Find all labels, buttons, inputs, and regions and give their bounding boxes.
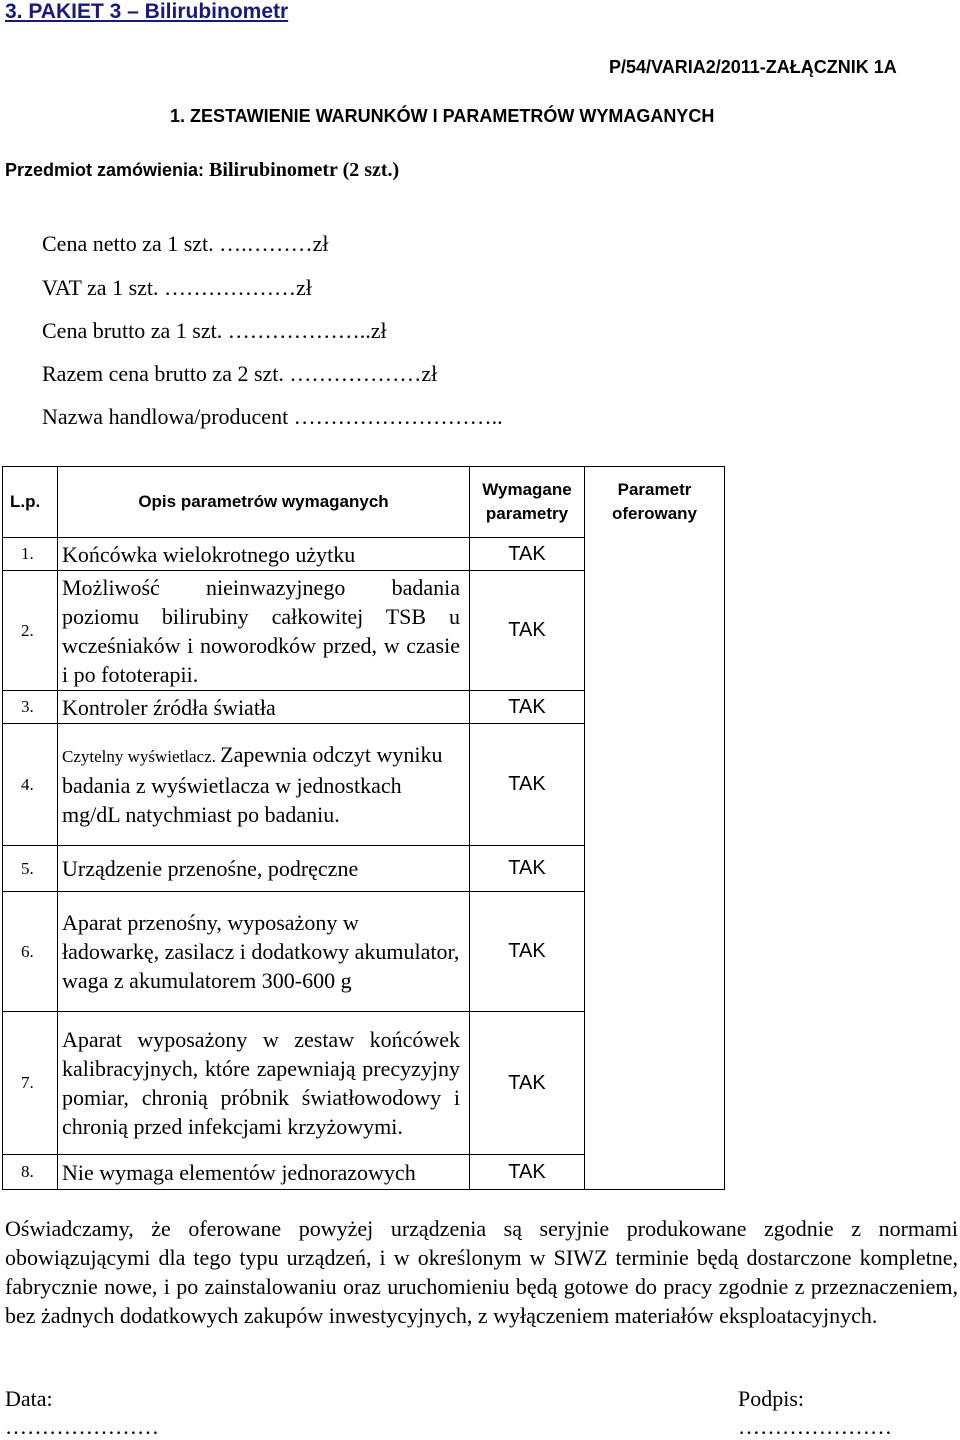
table-row xyxy=(3,892,725,1012)
row-description-main: Zapewnia odczyt wyniku badania z wyświetlacza w jednostkach mg/dL natychmiast po badaniu. xyxy=(62,742,443,827)
row-description: Kontroler źródła światła xyxy=(58,691,470,724)
row-required: TAK xyxy=(470,691,585,724)
row-number: 3. xyxy=(3,691,58,724)
row-offered[interactable] xyxy=(585,1155,725,1190)
row-required: TAK xyxy=(470,892,585,1012)
order-subject-value: Bilirubinometr (2 szt.) xyxy=(209,159,400,181)
signature-label: Podpis: xyxy=(738,1386,805,1411)
row-offered[interactable] xyxy=(585,571,725,691)
header-required: Wymagane parametry xyxy=(470,467,585,538)
row-description: Aparat przenośny, wyposażony w ładowarkę, zasilacz i dodatkowy akumulator, waga z akumulatorem 300-600 g xyxy=(58,892,470,1012)
table-row xyxy=(3,1155,725,1190)
page-heading: 3. PAKIET 3 – Bilirubinometr xyxy=(5,0,289,23)
row-description: Aparat wyposażony w zestaw końcówek kalibracyjnych, które zapewniają precyzyjny pomiar, chronią próbnik światłowodowy i chronią przed infekcjami krzyżowymi. xyxy=(58,1012,470,1155)
row-offered[interactable] xyxy=(585,1012,725,1155)
section-title: 1. ZESTAWIENIE WARUNKÓW I PARAMETRÓW WYMAGANYCH xyxy=(170,106,715,126)
table-row xyxy=(3,724,725,846)
row-number: 2. xyxy=(3,571,58,691)
row-required: TAK xyxy=(470,724,585,846)
vat-line: VAT za 1 szt. ………………zł xyxy=(42,275,312,300)
row-number: 5. xyxy=(3,846,58,892)
row-offered[interactable] xyxy=(585,892,725,1012)
row-description xyxy=(58,724,470,846)
row-required: TAK xyxy=(470,1155,585,1190)
document-reference: P/54/VARIA2/2011-ZAŁĄCZNIK 1A xyxy=(609,57,897,77)
row-required: TAK xyxy=(470,846,585,892)
row-description: Nie wymaga elementów jednorazowych xyxy=(58,1155,470,1190)
table-row xyxy=(3,691,725,724)
row-number: 6. xyxy=(3,892,58,1012)
gross-price-line: Cena brutto za 1 szt. ………………..zł xyxy=(42,318,387,343)
date-label: Data: xyxy=(5,1386,53,1411)
declaration-paragraph: Oświadczamy, że oferowane powyżej urządzenia są seryjnie produkowane zgodnie z normami obowiązującymi dla tego typu urządzeń, i w określonym w SIWZ terminie będą dostarczone kompletne, fabrycznie nowe, i po zainstalowaniu oraz uruchomieniu będą gotowe do pracy zgodnie z przeznaczeniem, bez żadnych dodatkowych zakupów inwestycyjnych, z wyłączeniem materiałów eksploatacyjnych. xyxy=(5,1216,958,1328)
row-description-small: Czytelny wyświetlacz. xyxy=(62,747,221,766)
net-price-line: Cena netto za 1 szt. ….………zł xyxy=(42,231,329,256)
row-description: Końcówka wielokrotnego użytku xyxy=(58,538,470,571)
table-row xyxy=(3,1012,725,1155)
row-required: TAK xyxy=(470,538,585,571)
row-offered[interactable] xyxy=(585,538,725,571)
order-subject-label: Przedmiot zamówienia: xyxy=(5,160,210,180)
row-number: 7. xyxy=(3,1012,58,1155)
table-row xyxy=(3,538,725,571)
signature-field[interactable]: ………………… xyxy=(738,1414,892,1439)
table-row xyxy=(3,571,725,691)
row-description: Możliwość nieinwazyjnego badania poziomu bilirubiny całkowitej TSB u wcześniaków i noworodków przed, w czasie i po fototerapii. xyxy=(58,571,470,691)
requirements-table xyxy=(2,466,725,1190)
row-offered[interactable] xyxy=(585,691,725,724)
row-offered[interactable] xyxy=(585,846,725,892)
row-description: Urządzenie przenośne, podręczne xyxy=(58,846,470,892)
order-subject xyxy=(5,159,399,182)
date-field[interactable]: ………………… xyxy=(5,1414,159,1439)
table-row xyxy=(3,846,725,892)
row-number: 1. xyxy=(3,538,58,571)
row-offered[interactable] xyxy=(585,724,725,846)
header-offered: Parametr oferowany xyxy=(585,467,725,538)
header-description: Opis parametrów wymaganych xyxy=(58,467,470,538)
row-number: 8. xyxy=(3,1155,58,1190)
row-required: TAK xyxy=(470,571,585,691)
trade-name-line: Nazwa handlowa/producent ……………………….. xyxy=(42,404,503,429)
table-header-row xyxy=(3,467,725,538)
row-required: TAK xyxy=(470,1012,585,1155)
row-number: 4. xyxy=(3,724,58,846)
total-gross-line: Razem cena brutto za 2 szt. ………………zł xyxy=(42,361,438,386)
header-lp: L.p. xyxy=(3,467,58,538)
